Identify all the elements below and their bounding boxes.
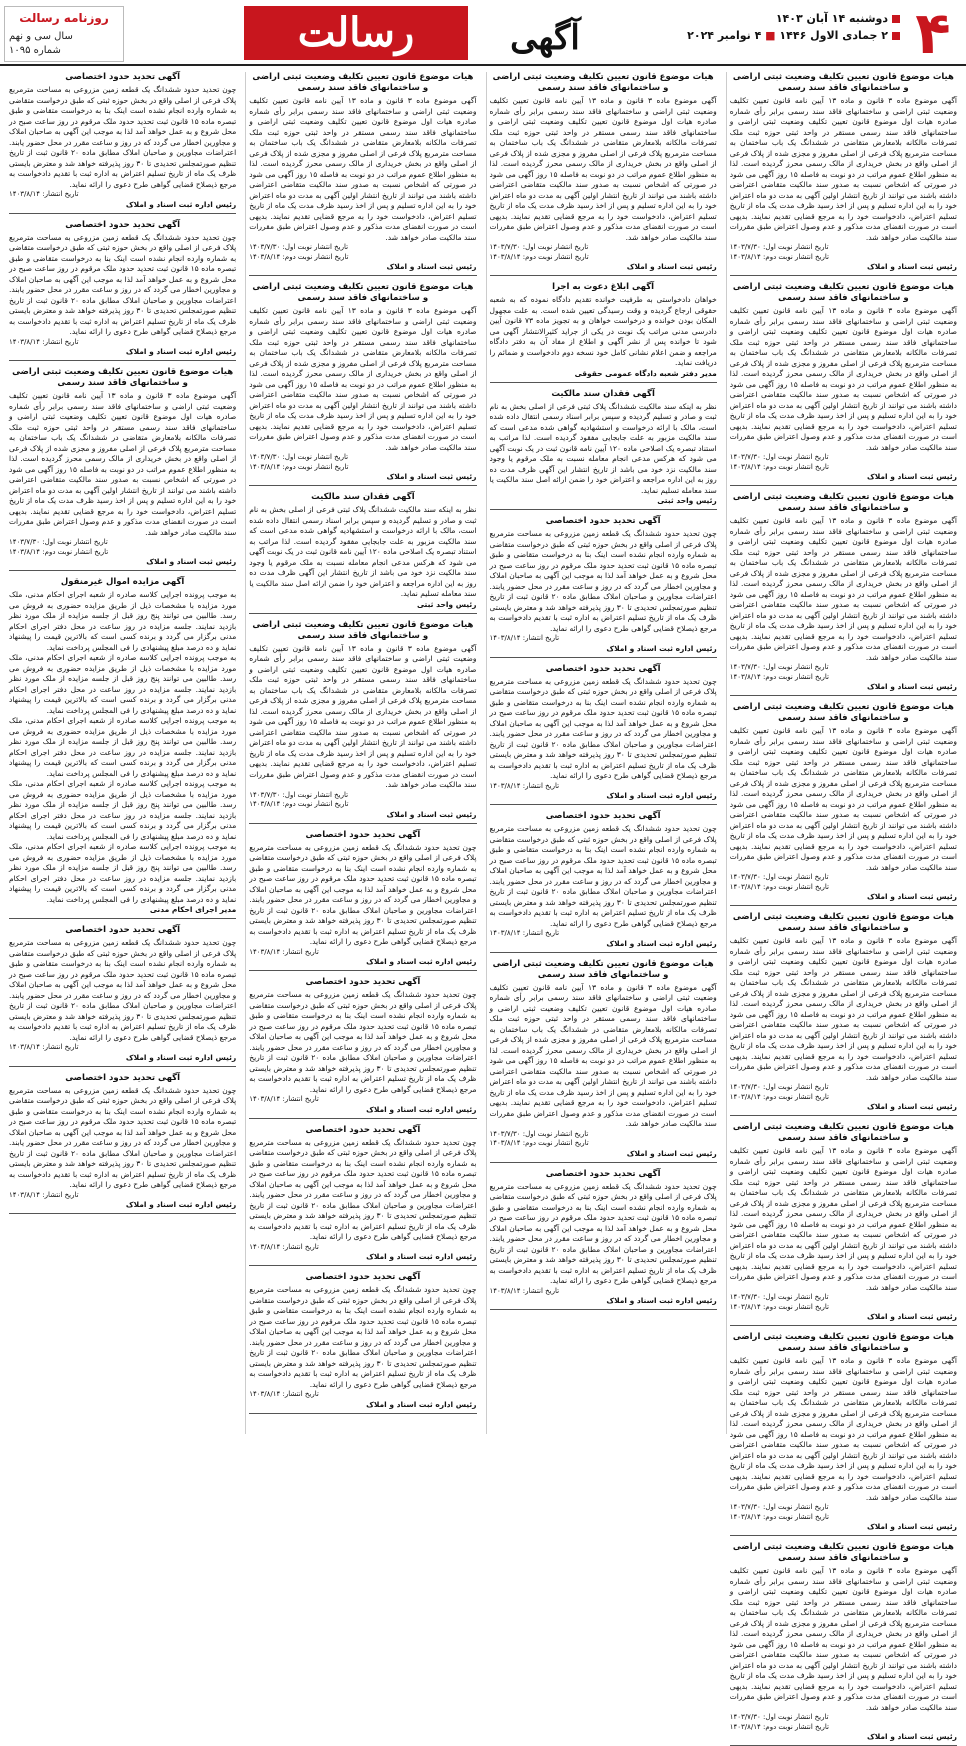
newspaper-logo: رسالت	[244, 6, 468, 60]
ad-hayat: هیات موضوع قانون تعیین تکلیف وضعیت ثبتی اراضی و ساختمانهای فاقد سند رسمی آگهی موضوع ماده ۳ قانون و ماده ۱۳ آیین نامه قانون تعیین تکلیف وضعیت ثبتی اراضی و ساختمانهای فاقد سند رسمی برابر رأی شماره صادره هیات اول موضوع قانون تعیین تکلیف وضعیت ثبتی اراضی و ساختمانهای فاقد سند رسمی مستقر در واحد ثبتی حوزه ثبت ملک تصرفات مالکانه بلامعارض متقاضی در ششدانگ یک باب ساختمان به مساحت مترمربع پلاک فرعی از اصلی مفروز و مجزی شده از پلاک فرعی از اصلی واقع در بخش خریداری از مالک رسمی محرز گردیده است. لذا به منظور اطلاع عموم مراتب در دو نوبت به فاصله ۱۵ روز آگهی می شود در صورتی که اشخاص نسبت به صدور سند مالکیت متقاضی اعتراضی داشته باشند می توانند از تاریخ انتشار اولین آگهی به مدت دو ماه اعتراض خود را به این اداره تسلیم و پس از اخذ رسید ظرف مدت یک ماه از تاریخ تسلیم اعتراض، دادخواست خود را به مرجع قضایی تقدیم نمایند. بدیهی است در صورت انقضای مدت مذکور و عدم وصول اعتراض طبق مقررات سند مالکیت صادر خواهد شد. تاریخ انتشار نوبت اول: ۱۴۰۳/۷/۳۰ تاریخ انتشار نوبت دوم: ۱۴۰۳/۸/۱۴ رئیس ثبت اسناد و املاک	[9, 367, 236, 571]
ad-molk: آگهی فقدان سند مالکیت نظر به اینکه سند مالکیت ششدانگ پلاک ثبتی فرعی از اصلی بخش به نام ثبت و صادر و تسلیم گردیده و سپس برابر اسناد رسمی انتقال داده شده است، مالک با ارائه درخواست و استشهادیه گواهی شده مدعی است که سند مالکیت مزبور به علت جابجایی مفقود گردیده است. لذا مراتب به استناد تبصره یک اصلاحی ماده ۱۲۰ آیین نامه قانون ثبت در یک نوبت آگهی می شود که هرکس مدعی انجام معامله نسبت به ملک مرقوم یا وجود سند مالکیت نزد خود می باشد از تاریخ انتشار این آگهی ظرف مدت ده روز به این اداره مراجعه و اعتراض خود را ضمن ارائه اصل سند مالکیت یا سند معامله تسلیم نماید. رئیس واحد ثبتی	[249, 492, 476, 614]
ad-hayat: هیات موضوع قانون تعیین تکلیف وضعیت ثبتی اراضی و ساختمانهای فاقد سند رسمی آگهی موضوع ماده ۳ قانون و ماده ۱۳ آیین نامه قانون تعیین تکلیف وضعیت ثبتی اراضی و ساختمانهای فاقد سند رسمی برابر رأی شماره صادره هیات اول موضوع قانون تعیین تکلیف وضعیت ثبتی اراضی و ساختمانهای فاقد سند رسمی مستقر در واحد ثبتی حوزه ثبت ملک تصرفات مالکانه بلامعارض متقاضی در ششدانگ یک باب ساختمان به مساحت مترمربع پلاک فرعی از اصلی مفروز و مجزی شده از پلاک فرعی از اصلی واقع در بخش خریداری از مالک رسمی محرز گردیده است. لذا به منظور اطلاع عموم مراتب در دو نوبت به فاصله ۱۵ روز آگهی می شود در صورتی که اشخاص نسبت به صدور سند مالکیت متقاضی اعتراضی داشته باشند می توانند از تاریخ انتشار اولین آگهی به مدت دو ماه اعتراض خود را به این اداره تسلیم و پس از اخذ رسید ظرف مدت یک ماه از تاریخ تسلیم اعتراض، دادخواست خود را به مرجع قضایی تقدیم نمایند. بدیهی است در صورت انقضای مدت مذکور و عدم وصول اعتراض طبق مقررات سند مالکیت صادر خواهد شد. تاریخ انتشار نوبت اول: ۱۴۰۳/۷/۳۰ تاریخ انتشار نوبت دوم: ۱۴۰۳/۸/۱۴ رئیس ثبت اسناد و املاک	[730, 72, 957, 276]
ad-hayat: هیات موضوع قانون تعیین تکلیف وضعیت ثبتی اراضی و ساختمانهای فاقد سند رسمی آگهی موضوع ماده ۳ قانون و ماده ۱۳ آیین نامه قانون تعیین تکلیف وضعیت ثبتی اراضی و ساختمانهای فاقد سند رسمی برابر رأی شماره صادره هیات اول موضوع قانون تعیین تکلیف وضعیت ثبتی اراضی و ساختمانهای فاقد سند رسمی مستقر در واحد ثبتی حوزه ثبت ملک تصرفات مالکانه بلامعارض متقاضی در ششدانگ یک باب ساختمان به مساحت مترمربع پلاک فرعی از اصلی مفروز و مجزی شده از پلاک فرعی از اصلی واقع در بخش خریداری از مالک رسمی محرز گردیده است. لذا به منظور اطلاع عموم مراتب در دو نوبت به فاصله ۱۵ روز آگهی می شود در صورتی که اشخاص نسبت به صدور سند مالکیت متقاضی اعتراضی داشته باشند می توانند از تاریخ انتشار اولین آگهی به مدت دو ماه اعتراض خود را به این اداره تسلیم و پس از اخذ رسید ظرف مدت یک ماه از تاریخ تسلیم اعتراض، دادخواست خود را به مرجع قضایی تقدیم نمایند. بدیهی است در صورت انقضای مدت مذکور و عدم وصول اعتراض طبق مقررات سند مالکیت صادر خواهد شد. تاریخ انتشار نوبت اول: ۱۴۰۳/۷/۳۰ تاریخ انتشار نوبت دوم: ۱۴۰۳/۸/۱۴ رئیس ثبت اسناد و املاک	[490, 959, 717, 1163]
ad-hayat: هیات موضوع قانون تعیین تکلیف وضعیت ثبتی اراضی و ساختمانهای فاقد سند رسمی آگهی موضوع ماده ۳ قانون و ماده ۱۳ آیین نامه قانون تعیین تکلیف وضعیت ثبتی اراضی و ساختمانهای فاقد سند رسمی برابر رأی شماره صادره هیات اول موضوع قانون تعیین تکلیف وضعیت ثبتی اراضی و ساختمانهای فاقد سند رسمی مستقر در واحد ثبتی حوزه ثبت ملک تصرفات مالکانه بلامعارض متقاضی در ششدانگ یک باب ساختمان به مساحت مترمربع پلاک فرعی از اصلی مفروز و مجزی شده از پلاک فرعی از اصلی واقع در بخش خریداری از مالک رسمی محرز گردیده است. لذا به منظور اطلاع عموم مراتب در دو نوبت به فاصله ۱۵ روز آگهی می شود در صورتی که اشخاص نسبت به صدور سند مالکیت متقاضی اعتراضی داشته باشند می توانند از تاریخ انتشار اولین آگهی به مدت دو ماه اعتراض خود را به این اداره تسلیم و پس از اخذ رسید ظرف مدت یک ماه از تاریخ تسلیم اعتراض، دادخواست خود را به مرجع قضایی تقدیم نمایند. بدیهی است در صورت انقضای مدت مذکور و عدم وصول اعتراض طبق مقررات سند مالکیت صادر خواهد شد. تاریخ انتشار نوبت اول: ۱۴۰۳/۷/۳۰ تاریخ انتشار نوبت دوم: ۱۴۰۳/۸/۱۴ رئیس ثبت اسناد و املاک	[249, 620, 476, 824]
ads-columns	[6, 72, 960, 1741]
ad-hodud: آگهی تحدید حدود اختصاصی چون تحدید حدود ششدانگ یک قطعه زمین مزروعی به مساحت مترمربع پلاک فرعی از اصلی واقع در بخش حوزه ثبتی که طبق درخواست متقاضی به شماره وارده انجام نشده است اینک بنا به درخواست متقاضی و طبق تبصره ماده ۱۵ قانون ثبت تحدید حدود ملک مرقوم در روز ساعت صبح در محل شروع و به عمل خواهد آمد لذا به موجب این آگهی به صاحبان املاک و مجاورین اخطار می گردد که در روز و ساعت مقرر در محل حضور یابند. اعتراضات مجاورین و صاحبان املاک مطابق ماده ۲۰ قانون ثبت از تاریخ تنظیم صورتمجلس تحدیدی تا ۳۰ روز پذیرفته خواهد شد و معترض بایستی ظرف یک ماه از تاریخ تسلیم اعتراض به اداره ثبت با تقدیم دادخواست به مرجع ذیصلاح قضایی گواهی طرح دعوی را ارائه نماید. تاریخ انتشار: ۱۴۰۳/۸/۱۴ رئیس اداره ثبت اسناد و املاک	[9, 1073, 236, 1215]
column-3	[245, 72, 479, 1434]
ad-hodud: آگهی تحدید حدود اختصاصی چون تحدید حدود ششدانگ یک قطعه زمین مزروعی به مساحت مترمربع پلاک فرعی از اصلی واقع در بخش حوزه ثبتی که طبق درخواست متقاضی به شماره وارده انجام نشده است اینک بنا به درخواست متقاضی و طبق تبصره ماده ۱۵ قانون ثبت تحدید حدود ملک مرقوم در روز ساعت صبح در محل شروع و به عمل خواهد آمد لذا به موجب این آگهی به صاحبان املاک و مجاورین اخطار می گردد که در روز و ساعت مقرر در محل حضور یابند. اعتراضات مجاورین و صاحبان املاک مطابق ماده ۲۰ قانون ثبت از تاریخ تنظیم صورتمجلس تحدیدی تا ۳۰ روز پذیرفته خواهد شد و معترض بایستی ظرف یک ماه از تاریخ تسلیم اعتراض به اداره ثبت با تقدیم دادخواست به مرجع ذیصلاح قضایی گواهی طرح دعوی را ارائه نماید. تاریخ انتشار: ۱۴۰۳/۸/۱۴ رئیس اداره ثبت اسناد و املاک	[490, 516, 717, 658]
ad-hayat: هیات موضوع قانون تعیین تکلیف وضعیت ثبتی اراضی و ساختمانهای فاقد سند رسمی آگهی موضوع ماده ۳ قانون و ماده ۱۳ آیین نامه قانون تعیین تکلیف وضعیت ثبتی اراضی و ساختمانهای فاقد سند رسمی برابر رأی شماره صادره هیات اول موضوع قانون تعیین تکلیف وضعیت ثبتی اراضی و ساختمانهای فاقد سند رسمی مستقر در واحد ثبتی حوزه ثبت ملک تصرفات مالکانه بلامعارض متقاضی در ششدانگ یک باب ساختمان به مساحت مترمربع پلاک فرعی از اصلی مفروز و مجزی شده از پلاک فرعی از اصلی واقع در بخش خریداری از مالک رسمی محرز گردیده است. لذا به منظور اطلاع عموم مراتب در دو نوبت به فاصله ۱۵ روز آگهی می شود در صورتی که اشخاص نسبت به صدور سند مالکیت متقاضی اعتراضی داشته باشند می توانند از تاریخ انتشار اولین آگهی به مدت دو ماه اعتراض خود را به این اداره تسلیم و پس از اخذ رسید ظرف مدت یک ماه از تاریخ تسلیم اعتراض، دادخواست خود را به مرجع قضایی تقدیم نمایند. بدیهی است در صورت انقضای مدت مذکور و عدم وصول اعتراض طبق مقررات سند مالکیت صادر خواهد شد. تاریخ انتشار نوبت اول: ۱۴۰۳/۷/۳۰ تاریخ انتشار نوبت دوم: ۱۴۰۳/۸/۱۴ رئیس ثبت اسناد و املاک	[730, 1332, 957, 1536]
column-1	[726, 72, 960, 1741]
ad-hodud: آگهی تحدید حدود اختصاصی چون تحدید حدود ششدانگ یک قطعه زمین مزروعی به مساحت مترمربع پلاک فرعی از اصلی واقع در بخش حوزه ثبتی که طبق درخواست متقاضی به شماره وارده انجام نشده است اینک بنا به درخواست متقاضی و طبق تبصره ماده ۱۵ قانون ثبت تحدید حدود ملک مرقوم در روز ساعت صبح در محل شروع و به عمل خواهد آمد لذا به موجب این آگهی به صاحبان املاک و مجاورین اخطار می گردد که در روز و ساعت مقرر در محل حضور یابند. اعتراضات مجاورین و صاحبان املاک مطابق ماده ۲۰ قانون ثبت از تاریخ تنظیم صورتمجلس تحدیدی تا ۳۰ روز پذیرفته خواهد شد و معترض بایستی ظرف یک ماه از تاریخ تسلیم اعتراض به اداره ثبت با تقدیم دادخواست به مرجع ذیصلاح قضایی گواهی طرح دعوی را ارائه نماید. تاریخ انتشار: ۱۴۰۳/۸/۱۴ رئیس اداره ثبت اسناد و املاک	[9, 72, 236, 214]
ad-hayat: هیات موضوع قانون تعیین تکلیف وضعیت ثبتی اراضی و ساختمانهای فاقد سند رسمی آگهی موضوع ماده ۳ قانون و ماده ۱۳ آیین نامه قانون تعیین تکلیف وضعیت ثبتی اراضی و ساختمانهای فاقد سند رسمی برابر رأی شماره صادره هیات اول موضوع قانون تعیین تکلیف وضعیت ثبتی اراضی و ساختمانهای فاقد سند رسمی مستقر در واحد ثبتی حوزه ثبت ملک تصرفات مالکانه بلامعارض متقاضی در ششدانگ یک باب ساختمان به مساحت مترمربع پلاک فرعی از اصلی مفروز و مجزی شده از پلاک فرعی از اصلی واقع در بخش خریداری از مالک رسمی محرز گردیده است. لذا به منظور اطلاع عموم مراتب در دو نوبت به فاصله ۱۵ روز آگهی می شود در صورتی که اشخاص نسبت به صدور سند مالکیت متقاضی اعتراضی داشته باشند می توانند از تاریخ انتشار اولین آگهی به مدت دو ماه اعتراض خود را به این اداره تسلیم و پس از اخذ رسید ظرف مدت یک ماه از تاریخ تسلیم اعتراض، دادخواست خود را به مرجع قضایی تقدیم نمایند. بدیهی است در صورت انقضای مدت مذکور و عدم وصول اعتراض طبق مقررات سند مالکیت صادر خواهد شد. تاریخ انتشار نوبت اول: ۱۴۰۳/۷/۳۰ تاریخ انتشار نوبت دوم: ۱۴۰۳/۸/۱۴ رئیس ثبت اسناد و املاک	[249, 72, 476, 276]
page-header	[0, 0, 966, 66]
ad-molk: آگهی فقدان سند مالکیت نظر به اینکه سند مالکیت ششدانگ پلاک ثبتی فرعی از اصلی بخش به نام ثبت و صادر و تسلیم گردیده و سپس برابر اسناد رسمی انتقال داده شده است، مالک با ارائه درخواست و استشهادیه گواهی شده مدعی است که سند مالکیت مزبور به علت جابجایی مفقود گردیده است. لذا مراتب به استناد تبصره یک اصلاحی ماده ۱۲۰ آیین نامه قانون ثبت در یک نوبت آگهی می شود که هرکس مدعی انجام معامله نسبت به ملک مرقوم یا وجود سند مالکیت نزد خود می باشد از تاریخ انتشار این آگهی ظرف مدت ده روز به این اداره مراجعه و اعتراض خود را ضمن ارائه اصل سند مالکیت یا سند معامله تسلیم نماید. رئیس واحد ثبتی	[490, 389, 717, 511]
ad-hodud: آگهی تحدید حدود اختصاصی چون تحدید حدود ششدانگ یک قطعه زمین مزروعی به مساحت مترمربع پلاک فرعی از اصلی واقع در بخش حوزه ثبتی که طبق درخواست متقاضی به شماره وارده انجام نشده است اینک بنا به درخواست متقاضی و طبق تبصره ماده ۱۵ قانون ثبت تحدید حدود ملک مرقوم در روز ساعت صبح در محل شروع و به عمل خواهد آمد لذا به موجب این آگهی به صاحبان املاک و مجاورین اخطار می گردد که در روز و ساعت مقرر در محل حضور یابند. اعتراضات مجاورین و صاحبان املاک مطابق ماده ۲۰ قانون ثبت از تاریخ تنظیم صورتمجلس تحدیدی تا ۳۰ روز پذیرفته خواهد شد و معترض بایستی ظرف یک ماه از تاریخ تسلیم اعتراض به اداره ثبت با تقدیم دادخواست به مرجع ذیصلاح قضایی گواهی طرح دعوی را ارائه نماید. تاریخ انتشار: ۱۴۰۳/۸/۱۴ رئیس اداره ثبت اسناد و املاک	[490, 811, 717, 953]
ad-hodud: آگهی تحدید حدود اختصاصی چون تحدید حدود ششدانگ یک قطعه زمین مزروعی به مساحت مترمربع پلاک فرعی از اصلی واقع در بخش حوزه ثبتی که طبق درخواست متقاضی به شماره وارده انجام نشده است اینک بنا به درخواست متقاضی و طبق تبصره ماده ۱۵ قانون ثبت تحدید حدود ملک مرقوم در روز ساعت صبح در محل شروع و به عمل خواهد آمد لذا به موجب این آگهی به صاحبان املاک و مجاورین اخطار می گردد که در روز و ساعت مقرر در محل حضور یابند. اعتراضات مجاورین و صاحبان املاک مطابق ماده ۲۰ قانون ثبت از تاریخ تنظیم صورتمجلس تحدیدی تا ۳۰ روز پذیرفته خواهد شد و معترض بایستی ظرف یک ماه از تاریخ تسلیم اعتراض به اداره ثبت با تقدیم دادخواست به مرجع ذیصلاح قضایی گواهی طرح دعوی را ارائه نماید. تاریخ انتشار: ۱۴۰۳/۸/۱۴ رئیس اداره ثبت اسناد و املاک	[249, 977, 476, 1119]
column-2	[486, 72, 720, 1434]
ad-hayat: هیات موضوع قانون تعیین تکلیف وضعیت ثبتی اراضی و ساختمانهای فاقد سند رسمی آگهی موضوع ماده ۳ قانون و ماده ۱۳ آیین نامه قانون تعیین تکلیف وضعیت ثبتی اراضی و ساختمانهای فاقد سند رسمی برابر رأی شماره صادره هیات اول موضوع قانون تعیین تکلیف وضعیت ثبتی اراضی و ساختمانهای فاقد سند رسمی مستقر در واحد ثبتی حوزه ثبت ملک تصرفات مالکانه بلامعارض متقاضی در ششدانگ یک باب ساختمان به مساحت مترمربع پلاک فرعی از اصلی مفروز و مجزی شده از پلاک فرعی از اصلی واقع در بخش خریداری از مالک رسمی محرز گردیده است. لذا به منظور اطلاع عموم مراتب در دو نوبت به فاصله ۱۵ روز آگهی می شود در صورتی که اشخاص نسبت به صدور سند مالکیت متقاضی اعتراضی داشته باشند می توانند از تاریخ انتشار اولین آگهی به مدت دو ماه اعتراض خود را به این اداره تسلیم و پس از اخذ رسید ظرف مدت یک ماه از تاریخ تسلیم اعتراض، دادخواست خود را به مرجع قضایی تقدیم نمایند. بدیهی است در صورت انقضای مدت مذکور و عدم وصول اعتراض طبق مقررات سند مالکیت صادر خواهد شد. تاریخ انتشار نوبت اول: ۱۴۰۳/۷/۳۰ تاریخ انتشار نوبت دوم: ۱۴۰۳/۸/۱۴ رئیس ثبت اسناد و املاک	[730, 912, 957, 1116]
ad-hodud: آگهی تحدید حدود اختصاصی چون تحدید حدود ششدانگ یک قطعه زمین مزروعی به مساحت مترمربع پلاک فرعی از اصلی واقع در بخش حوزه ثبتی که طبق درخواست متقاضی به شماره وارده انجام نشده است اینک بنا به درخواست متقاضی و طبق تبصره ماده ۱۵ قانون ثبت تحدید حدود ملک مرقوم در روز ساعت صبح در محل شروع و به عمل خواهد آمد لذا به موجب این آگهی به صاحبان املاک و مجاورین اخطار می گردد که در روز و ساعت مقرر در محل حضور یابند. اعتراضات مجاورین و صاحبان املاک مطابق ماده ۲۰ قانون ثبت از تاریخ تنظیم صورتمجلس تحدیدی تا ۳۰ روز پذیرفته خواهد شد و معترض بایستی ظرف یک ماه از تاریخ تسلیم اعتراض به اداره ثبت با تقدیم دادخواست به مرجع ذیصلاح قضایی گواهی طرح دعوی را ارائه نماید. تاریخ انتشار: ۱۴۰۳/۸/۱۴ رئیس اداره ثبت اسناد و املاک	[9, 925, 236, 1067]
date-line-1: دوشنبه ۱۴ آبان ۱۴۰۳	[660, 10, 900, 27]
ad-hayat: هیات موضوع قانون تعیین تکلیف وضعیت ثبتی اراضی و ساختمانهای فاقد سند رسمی آگهی موضوع ماده ۳ قانون و ماده ۱۳ آیین نامه قانون تعیین تکلیف وضعیت ثبتی اراضی و ساختمانهای فاقد سند رسمی برابر رأی شماره صادره هیات اول موضوع قانون تعیین تکلیف وضعیت ثبتی اراضی و ساختمانهای فاقد سند رسمی مستقر در واحد ثبتی حوزه ثبت ملک تصرفات مالکانه بلامعارض متقاضی در ششدانگ یک باب ساختمان به مساحت مترمربع پلاک فرعی از اصلی مفروز و مجزی شده از پلاک فرعی از اصلی واقع در بخش خریداری از مالک رسمی محرز گردیده است. لذا به منظور اطلاع عموم مراتب در دو نوبت به فاصله ۱۵ روز آگهی می شود در صورتی که اشخاص نسبت به صدور سند مالکیت متقاضی اعتراضی داشته باشند می توانند از تاریخ انتشار اولین آگهی به مدت دو ماه اعتراض خود را به این اداره تسلیم و پس از اخذ رسید ظرف مدت یک ماه از تاریخ تسلیم اعتراض، دادخواست خود را به مرجع قضایی تقدیم نمایند. بدیهی است در صورت انقضای مدت مذکور و عدم وصول اعتراض طبق مقررات سند مالکیت صادر خواهد شد. تاریخ انتشار نوبت اول: ۱۴۰۳/۷/۳۰ تاریخ انتشار نوبت دوم: ۱۴۰۳/۸/۱۴ رئیس ثبت اسناد و املاک	[730, 702, 957, 906]
masthead-issue: شماره ۱۰۹۵	[9, 45, 61, 56]
ad-hayat: هیات موضوع قانون تعیین تکلیف وضعیت ثبتی اراضی و ساختمانهای فاقد سند رسمی آگهی موضوع ماده ۳ قانون و ماده ۱۳ آیین نامه قانون تعیین تکلیف وضعیت ثبتی اراضی و ساختمانهای فاقد سند رسمی برابر رأی شماره صادره هیات اول موضوع قانون تعیین تکلیف وضعیت ثبتی اراضی و ساختمانهای فاقد سند رسمی مستقر در واحد ثبتی حوزه ثبت ملک تصرفات مالکانه بلامعارض متقاضی در ششدانگ یک باب ساختمان به مساحت مترمربع پلاک فرعی از اصلی مفروز و مجزی شده از پلاک فرعی از اصلی واقع در بخش خریداری از مالک رسمی محرز گردیده است. لذا به منظور اطلاع عموم مراتب در دو نوبت به فاصله ۱۵ روز آگهی می شود در صورتی که اشخاص نسبت به صدور سند مالکیت متقاضی اعتراضی داشته باشند می توانند از تاریخ انتشار اولین آگهی به مدت دو ماه اعتراض خود را به این اداره تسلیم و پس از اخذ رسید ظرف مدت یک ماه از تاریخ تسلیم اعتراض، دادخواست خود را به مرجع قضایی تقدیم نمایند. بدیهی است در صورت انقضای مدت مذکور و عدم وصول اعتراض طبق مقررات سند مالکیت صادر خواهد شد. تاریخ انتشار نوبت اول: ۱۴۰۳/۷/۳۰ تاریخ انتشار نوبت دوم: ۱۴۰۳/۸/۱۴ رئیس ثبت اسناد و املاک	[730, 1122, 957, 1326]
date-lines	[660, 10, 900, 44]
section-title: آگهی	[510, 18, 580, 58]
ad-hayat: هیات موضوع قانون تعیین تکلیف وضعیت ثبتی اراضی و ساختمانهای فاقد سند رسمی آگهی موضوع ماده ۳ قانون و ماده ۱۳ آیین نامه قانون تعیین تکلیف وضعیت ثبتی اراضی و ساختمانهای فاقد سند رسمی برابر رأی شماره صادره هیات اول موضوع قانون تعیین تکلیف وضعیت ثبتی اراضی و ساختمانهای فاقد سند رسمی مستقر در واحد ثبتی حوزه ثبت ملک تصرفات مالکانه بلامعارض متقاضی در ششدانگ یک باب ساختمان به مساحت مترمربع پلاک فرعی از اصلی مفروز و مجزی شده از پلاک فرعی از اصلی واقع در بخش خریداری از مالک رسمی محرز گردیده است. لذا به منظور اطلاع عموم مراتب در دو نوبت به فاصله ۱۵ روز آگهی می شود در صورتی که اشخاص نسبت به صدور سند مالکیت متقاضی اعتراضی داشته باشند می توانند از تاریخ انتشار اولین آگهی به مدت دو ماه اعتراض خود را به این اداره تسلیم و پس از اخذ رسید ظرف مدت یک ماه از تاریخ تسلیم اعتراض، دادخواست خود را به مرجع قضایی تقدیم نمایند. بدیهی است در صورت انقضای مدت مذکور و عدم وصول اعتراض طبق مقررات سند مالکیت صادر خواهد شد. تاریخ انتشار نوبت اول: ۱۴۰۳/۷/۳۰ تاریخ انتشار نوبت دوم: ۱۴۰۳/۸/۱۴ رئیس ثبت اسناد و املاک	[730, 492, 957, 696]
ad-hayat: هیات موضوع قانون تعیین تکلیف وضعیت ثبتی اراضی و ساختمانهای فاقد سند رسمی آگهی موضوع ماده ۳ قانون و ماده ۱۳ آیین نامه قانون تعیین تکلیف وضعیت ثبتی اراضی و ساختمانهای فاقد سند رسمی برابر رأی شماره صادره هیات اول موضوع قانون تعیین تکلیف وضعیت ثبتی اراضی و ساختمانهای فاقد سند رسمی مستقر در واحد ثبتی حوزه ثبت ملک تصرفات مالکانه بلامعارض متقاضی در ششدانگ یک باب ساختمان به مساحت مترمربع پلاک فرعی از اصلی مفروز و مجزی شده از پلاک فرعی از اصلی واقع در بخش خریداری از مالک رسمی محرز گردیده است. لذا به منظور اطلاع عموم مراتب در دو نوبت به فاصله ۱۵ روز آگهی می شود در صورتی که اشخاص نسبت به صدور سند مالکیت متقاضی اعتراضی داشته باشند می توانند از تاریخ انتشار اولین آگهی به مدت دو ماه اعتراض خود را به این اداره تسلیم و پس از اخذ رسید ظرف مدت یک ماه از تاریخ تسلیم اعتراض، دادخواست خود را به مرجع قضایی تقدیم نمایند. بدیهی است در صورت انقضای مدت مذکور و عدم وصول اعتراض طبق مقررات سند مالکیت صادر خواهد شد. تاریخ انتشار نوبت اول: ۱۴۰۳/۷/۳۰ تاریخ انتشار نوبت دوم: ۱۴۰۳/۸/۱۴ رئیس ثبت اسناد و املاک	[730, 1542, 957, 1746]
ad-hodud: آگهی تحدید حدود اختصاصی چون تحدید حدود ششدانگ یک قطعه زمین مزروعی به مساحت مترمربع پلاک فرعی از اصلی واقع در بخش حوزه ثبتی که طبق درخواست متقاضی به شماره وارده انجام نشده است اینک بنا به درخواست متقاضی و طبق تبصره ماده ۱۵ قانون ثبت تحدید حدود ملک مرقوم در روز ساعت صبح در محل شروع و به عمل خواهد آمد لذا به موجب این آگهی به صاحبان املاک و مجاورین اخطار می گردد که در روز و ساعت مقرر در محل حضور یابند. اعتراضات مجاورین و صاحبان املاک مطابق ماده ۲۰ قانون ثبت از تاریخ تنظیم صورتمجلس تحدیدی تا ۳۰ روز پذیرفته خواهد شد و معترض بایستی ظرف یک ماه از تاریخ تسلیم اعتراض به اداره ثبت با تقدیم دادخواست به مرجع ذیصلاح قضایی گواهی طرح دعوی را ارائه نماید. تاریخ انتشار: ۱۴۰۳/۸/۱۴ رئیس اداره ثبت اسناد و املاک	[249, 1272, 476, 1414]
masthead-box	[4, 6, 124, 62]
masthead-name: روزنامه رسالت	[19, 11, 109, 25]
ad-hayat: هیات موضوع قانون تعیین تکلیف وضعیت ثبتی اراضی و ساختمانهای فاقد سند رسمی آگهی موضوع ماده ۳ قانون و ماده ۱۳ آیین نامه قانون تعیین تکلیف وضعیت ثبتی اراضی و ساختمانهای فاقد سند رسمی برابر رأی شماره صادره هیات اول موضوع قانون تعیین تکلیف وضعیت ثبتی اراضی و ساختمانهای فاقد سند رسمی مستقر در واحد ثبتی حوزه ثبت ملک تصرفات مالکانه بلامعارض متقاضی در ششدانگ یک باب ساختمان به مساحت مترمربع پلاک فرعی از اصلی مفروز و مجزی شده از پلاک فرعی از اصلی واقع در بخش خریداری از مالک رسمی محرز گردیده است. لذا به منظور اطلاع عموم مراتب در دو نوبت به فاصله ۱۵ روز آگهی می شود در صورتی که اشخاص نسبت به صدور سند مالکیت متقاضی اعتراضی داشته باشند می توانند از تاریخ انتشار اولین آگهی به مدت دو ماه اعتراض خود را به این اداره تسلیم و پس از اخذ رسید ظرف مدت یک ماه از تاریخ تسلیم اعتراض، دادخواست خود را به مرجع قضایی تقدیم نمایند. بدیهی است در صورت انقضای مدت مذکور و عدم وصول اعتراض طبق مقررات سند مالکیت صادر خواهد شد. تاریخ انتشار نوبت اول: ۱۴۰۳/۷/۳۰ تاریخ انتشار نوبت دوم: ۱۴۰۳/۸/۱۴ رئیس ثبت اسناد و املاک	[249, 282, 476, 486]
ad-mozayede: آگهی مزایده اموال غیرمنقول به موجب پرونده اجرایی کلاسه صادره از شعبه اجرای احکام مدنی، ملک مورد مزایده با مشخصات ذیل از طریق مزایده حضوری به فروش می رسد. طالبین می توانند پنج روز قبل از جلسه مزایده از ملک مورد نظر بازدید نمایند. جلسه مزایده در روز ساعت در محل دفتر اجرای احکام مدنی برگزار می گردد و برنده کسی است که بالاترین قیمت را پیشنهاد نماید و ده درصد مبلغ پیشنهادی را فی المجلس پرداخت نماید. به موجب پرونده اجرایی کلاسه صادره از شعبه اجرای احکام مدنی، ملک مورد مزایده با مشخصات ذیل از طریق مزایده حضوری به فروش می رسد. طالبین می توانند پنج روز قبل از جلسه مزایده از ملک مورد نظر بازدید نمایند. جلسه مزایده در روز ساعت در محل دفتر اجرای احکام مدنی برگزار می گردد و برنده کسی است که بالاترین قیمت را پیشنهاد نماید و ده درصد مبلغ پیشنهادی را فی المجلس پرداخت نماید. به موجب پرونده اجرایی کلاسه صادره از شعبه اجرای احکام مدنی، ملک مورد مزایده با مشخصات ذیل از طریق مزایده حضوری به فروش می رسد. طالبین می توانند پنج روز قبل از جلسه مزایده از ملک مورد نظر بازدید نمایند. جلسه مزایده در روز ساعت در محل دفتر اجرای احکام مدنی برگزار می گردد و برنده کسی است که بالاترین قیمت را پیشنهاد نماید و ده درصد مبلغ پیشنهادی را فی المجلس پرداخت نماید. به موجب پرونده اجرایی کلاسه صادره از شعبه اجرای احکام مدنی، ملک مورد مزایده با مشخصات ذیل از طریق مزایده حضوری به فروش می رسد. طالبین می توانند پنج روز قبل از جلسه مزایده از ملک مورد نظر بازدید نمایند. جلسه مزایده در روز ساعت در محل دفتر اجرای احکام مدنی برگزار می گردد و برنده کسی است که بالاترین قیمت را پیشنهاد نماید و ده درصد مبلغ پیشنهادی را فی المجلس پرداخت نماید. به موجب پرونده اجرایی کلاسه صادره از شعبه اجرای احکام مدنی، ملک مورد مزایده با مشخصات ذیل از طریق مزایده حضوری به فروش می رسد. طالبین می توانند پنج روز قبل از جلسه مزایده از ملک مورد نظر بازدید نمایند. جلسه مزایده در روز ساعت در محل دفتر اجرای احکام مدنی برگزار می گردد و برنده کسی است که بالاترین قیمت را پیشنهاد نماید و ده درصد مبلغ پیشنهادی را فی المجلس پرداخت نماید. مدیر اجرای احکام مدنی	[9, 577, 236, 919]
page-number: ۴	[915, 0, 951, 67]
date-line-2: ۲ جمادی الاول ۱۴۴۶ ■ ۴ نوامبر ۲۰۲۴	[660, 27, 900, 44]
ad-hodud: آگهی تحدید حدود اختصاصی چون تحدید حدود ششدانگ یک قطعه زمین مزروعی به مساحت مترمربع پلاک فرعی از اصلی واقع در بخش حوزه ثبتی که طبق درخواست متقاضی به شماره وارده انجام نشده است اینک بنا به درخواست متقاضی و طبق تبصره ماده ۱۵ قانون ثبت تحدید حدود ملک مرقوم در روز ساعت صبح در محل شروع و به عمل خواهد آمد لذا به موجب این آگهی به صاحبان املاک و مجاورین اخطار می گردد که در روز و ساعت مقرر در محل حضور یابند. اعتراضات مجاورین و صاحبان املاک مطابق ماده ۲۰ قانون ثبت از تاریخ تنظیم صورتمجلس تحدیدی تا ۳۰ روز پذیرفته خواهد شد و معترض بایستی ظرف یک ماه از تاریخ تسلیم اعتراض به اداره ثبت با تقدیم دادخواست به مرجع ذیصلاح قضایی گواهی طرح دعوی را ارائه نماید. تاریخ انتشار: ۱۴۰۳/۸/۱۴ رئیس اداره ثبت اسناد و املاک	[490, 1169, 717, 1311]
ad-hodud: آگهی تحدید حدود اختصاصی چون تحدید حدود ششدانگ یک قطعه زمین مزروعی به مساحت مترمربع پلاک فرعی از اصلی واقع در بخش حوزه ثبتی که طبق درخواست متقاضی به شماره وارده انجام نشده است اینک بنا به درخواست متقاضی و طبق تبصره ماده ۱۵ قانون ثبت تحدید حدود ملک مرقوم در روز ساعت صبح در محل شروع و به عمل خواهد آمد لذا به موجب این آگهی به صاحبان املاک و مجاورین اخطار می گردد که در روز و ساعت مقرر در محل حضور یابند. اعتراضات مجاورین و صاحبان املاک مطابق ماده ۲۰ قانون ثبت از تاریخ تنظیم صورتمجلس تحدیدی تا ۳۰ روز پذیرفته خواهد شد و معترض بایستی ظرف یک ماه از تاریخ تسلیم اعتراض به اداره ثبت با تقدیم دادخواست به مرجع ذیصلاح قضایی گواهی طرح دعوی را ارائه نماید. تاریخ انتشار: ۱۴۰۳/۸/۱۴ رئیس اداره ثبت اسناد و املاک	[9, 220, 236, 362]
red-square-icon	[892, 15, 900, 23]
column-4	[6, 72, 239, 1434]
ad-hayat: هیات موضوع قانون تعیین تکلیف وضعیت ثبتی اراضی و ساختمانهای فاقد سند رسمی آگهی موضوع ماده ۳ قانون و ماده ۱۳ آیین نامه قانون تعیین تکلیف وضعیت ثبتی اراضی و ساختمانهای فاقد سند رسمی برابر رأی شماره صادره هیات اول موضوع قانون تعیین تکلیف وضعیت ثبتی اراضی و ساختمانهای فاقد سند رسمی مستقر در واحد ثبتی حوزه ثبت ملک تصرفات مالکانه بلامعارض متقاضی در ششدانگ یک باب ساختمان به مساحت مترمربع پلاک فرعی از اصلی مفروز و مجزی شده از پلاک فرعی از اصلی واقع در بخش خریداری از مالک رسمی محرز گردیده است. لذا به منظور اطلاع عموم مراتب در دو نوبت به فاصله ۱۵ روز آگهی می شود در صورتی که اشخاص نسبت به صدور سند مالکیت متقاضی اعتراضی داشته باشند می توانند از تاریخ انتشار اولین آگهی به مدت دو ماه اعتراض خود را به این اداره تسلیم و پس از اخذ رسید ظرف مدت یک ماه از تاریخ تسلیم اعتراض، دادخواست خود را به مرجع قضایی تقدیم نمایند. بدیهی است در صورت انقضای مدت مذکور و عدم وصول اعتراض طبق مقررات سند مالکیت صادر خواهد شد. تاریخ انتشار نوبت اول: ۱۴۰۳/۷/۳۰ تاریخ انتشار نوبت دوم: ۱۴۰۳/۸/۱۴ رئیس ثبت اسناد و املاک	[730, 282, 957, 486]
ad-ehzar: آگهی ابلاغ دعوت به اجرا خواهان دادخواستی به طرفیت خوانده تقدیم دادگاه نموده که به شعبه حقوقی ارجاع گردیده و وقت رسیدگی تعیین شده است. به علت مجهول المکان بودن خوانده و درخواست خواهان و به تجویز ماده ۷۳ قانون آیین دادرسی مدنی مراتب یک نوبت در یکی از جراید کثیرالانتشار آگهی می شود تا خوانده پس از نشر آگهی و اطلاع از مفاد آن به دفتر دادگاه مراجعه و ضمن اعلام نشانی کامل خود نسخه دوم دادخواست و ضمائم را دریافت نماید. مدیر دفتر شعبه دادگاه عمومی حقوقی	[490, 282, 717, 383]
masthead-year: سال سی و نهم	[9, 31, 73, 42]
red-square-icon	[892, 32, 900, 40]
ad-hodud: آگهی تحدید حدود اختصاصی چون تحدید حدود ششدانگ یک قطعه زمین مزروعی به مساحت مترمربع پلاک فرعی از اصلی واقع در بخش حوزه ثبتی که طبق درخواست متقاضی به شماره وارده انجام نشده است اینک بنا به درخواست متقاضی و طبق تبصره ماده ۱۵ قانون ثبت تحدید حدود ملک مرقوم در روز ساعت صبح در محل شروع و به عمل خواهد آمد لذا به موجب این آگهی به صاحبان املاک و مجاورین اخطار می گردد که در روز و ساعت مقرر در محل حضور یابند. اعتراضات مجاورین و صاحبان املاک مطابق ماده ۲۰ قانون ثبت از تاریخ تنظیم صورتمجلس تحدیدی تا ۳۰ روز پذیرفته خواهد شد و معترض بایستی ظرف یک ماه از تاریخ تسلیم اعتراض به اداره ثبت با تقدیم دادخواست به مرجع ذیصلاح قضایی گواهی طرح دعوی را ارائه نماید. تاریخ انتشار: ۱۴۰۳/۸/۱۴ رئیس اداره ثبت اسناد و املاک	[490, 664, 717, 806]
ad-hodud: آگهی تحدید حدود اختصاصی چون تحدید حدود ششدانگ یک قطعه زمین مزروعی به مساحت مترمربع پلاک فرعی از اصلی واقع در بخش حوزه ثبتی که طبق درخواست متقاضی به شماره وارده انجام نشده است اینک بنا به درخواست متقاضی و طبق تبصره ماده ۱۵ قانون ثبت تحدید حدود ملک مرقوم در روز ساعت صبح در محل شروع و به عمل خواهد آمد لذا به موجب این آگهی به صاحبان املاک و مجاورین اخطار می گردد که در روز و ساعت مقرر در محل حضور یابند. اعتراضات مجاورین و صاحبان املاک مطابق ماده ۲۰ قانون ثبت از تاریخ تنظیم صورتمجلس تحدیدی تا ۳۰ روز پذیرفته خواهد شد و معترض بایستی ظرف یک ماه از تاریخ تسلیم اعتراض به اداره ثبت با تقدیم دادخواست به مرجع ذیصلاح قضایی گواهی طرح دعوی را ارائه نماید. تاریخ انتشار: ۱۴۰۳/۸/۱۴ رئیس اداره ثبت اسناد و املاک	[249, 1125, 476, 1267]
ad-hayat: هیات موضوع قانون تعیین تکلیف وضعیت ثبتی اراضی و ساختمانهای فاقد سند رسمی آگهی موضوع ماده ۳ قانون و ماده ۱۳ آیین نامه قانون تعیین تکلیف وضعیت ثبتی اراضی و ساختمانهای فاقد سند رسمی برابر رأی شماره صادره هیات اول موضوع قانون تعیین تکلیف وضعیت ثبتی اراضی و ساختمانهای فاقد سند رسمی مستقر در واحد ثبتی حوزه ثبت ملک تصرفات مالکانه بلامعارض متقاضی در ششدانگ یک باب ساختمان به مساحت مترمربع پلاک فرعی از اصلی مفروز و مجزی شده از پلاک فرعی از اصلی واقع در بخش خریداری از مالک رسمی محرز گردیده است. لذا به منظور اطلاع عموم مراتب در دو نوبت به فاصله ۱۵ روز آگهی می شود در صورتی که اشخاص نسبت به صدور سند مالکیت متقاضی اعتراضی داشته باشند می توانند از تاریخ انتشار اولین آگهی به مدت دو ماه اعتراض خود را به این اداره تسلیم و پس از اخذ رسید ظرف مدت یک ماه از تاریخ تسلیم اعتراض، دادخواست خود را به مرجع قضایی تقدیم نمایند. بدیهی است در صورت انقضای مدت مذکور و عدم وصول اعتراض طبق مقررات سند مالکیت صادر خواهد شد. تاریخ انتشار نوبت اول: ۱۴۰۳/۷/۳۰ تاریخ انتشار نوبت دوم: ۱۴۰۳/۸/۱۴ رئیس ثبت اسناد و املاک	[490, 72, 717, 276]
ad-hodud: آگهی تحدید حدود اختصاصی چون تحدید حدود ششدانگ یک قطعه زمین مزروعی به مساحت مترمربع پلاک فرعی از اصلی واقع در بخش حوزه ثبتی که طبق درخواست متقاضی به شماره وارده انجام نشده است اینک بنا به درخواست متقاضی و طبق تبصره ماده ۱۵ قانون ثبت تحدید حدود ملک مرقوم در روز ساعت صبح در محل شروع و به عمل خواهد آمد لذا به موجب این آگهی به صاحبان املاک و مجاورین اخطار می گردد که در روز و ساعت مقرر در محل حضور یابند. اعتراضات مجاورین و صاحبان املاک مطابق ماده ۲۰ قانون ثبت از تاریخ تنظیم صورتمجلس تحدیدی تا ۳۰ روز پذیرفته خواهد شد و معترض بایستی ظرف یک ماه از تاریخ تسلیم اعتراض به اداره ثبت با تقدیم دادخواست به مرجع ذیصلاح قضایی گواهی طرح دعوی را ارائه نماید. تاریخ انتشار: ۱۴۰۳/۸/۱۴ رئیس اداره ثبت اسناد و املاک	[249, 830, 476, 972]
